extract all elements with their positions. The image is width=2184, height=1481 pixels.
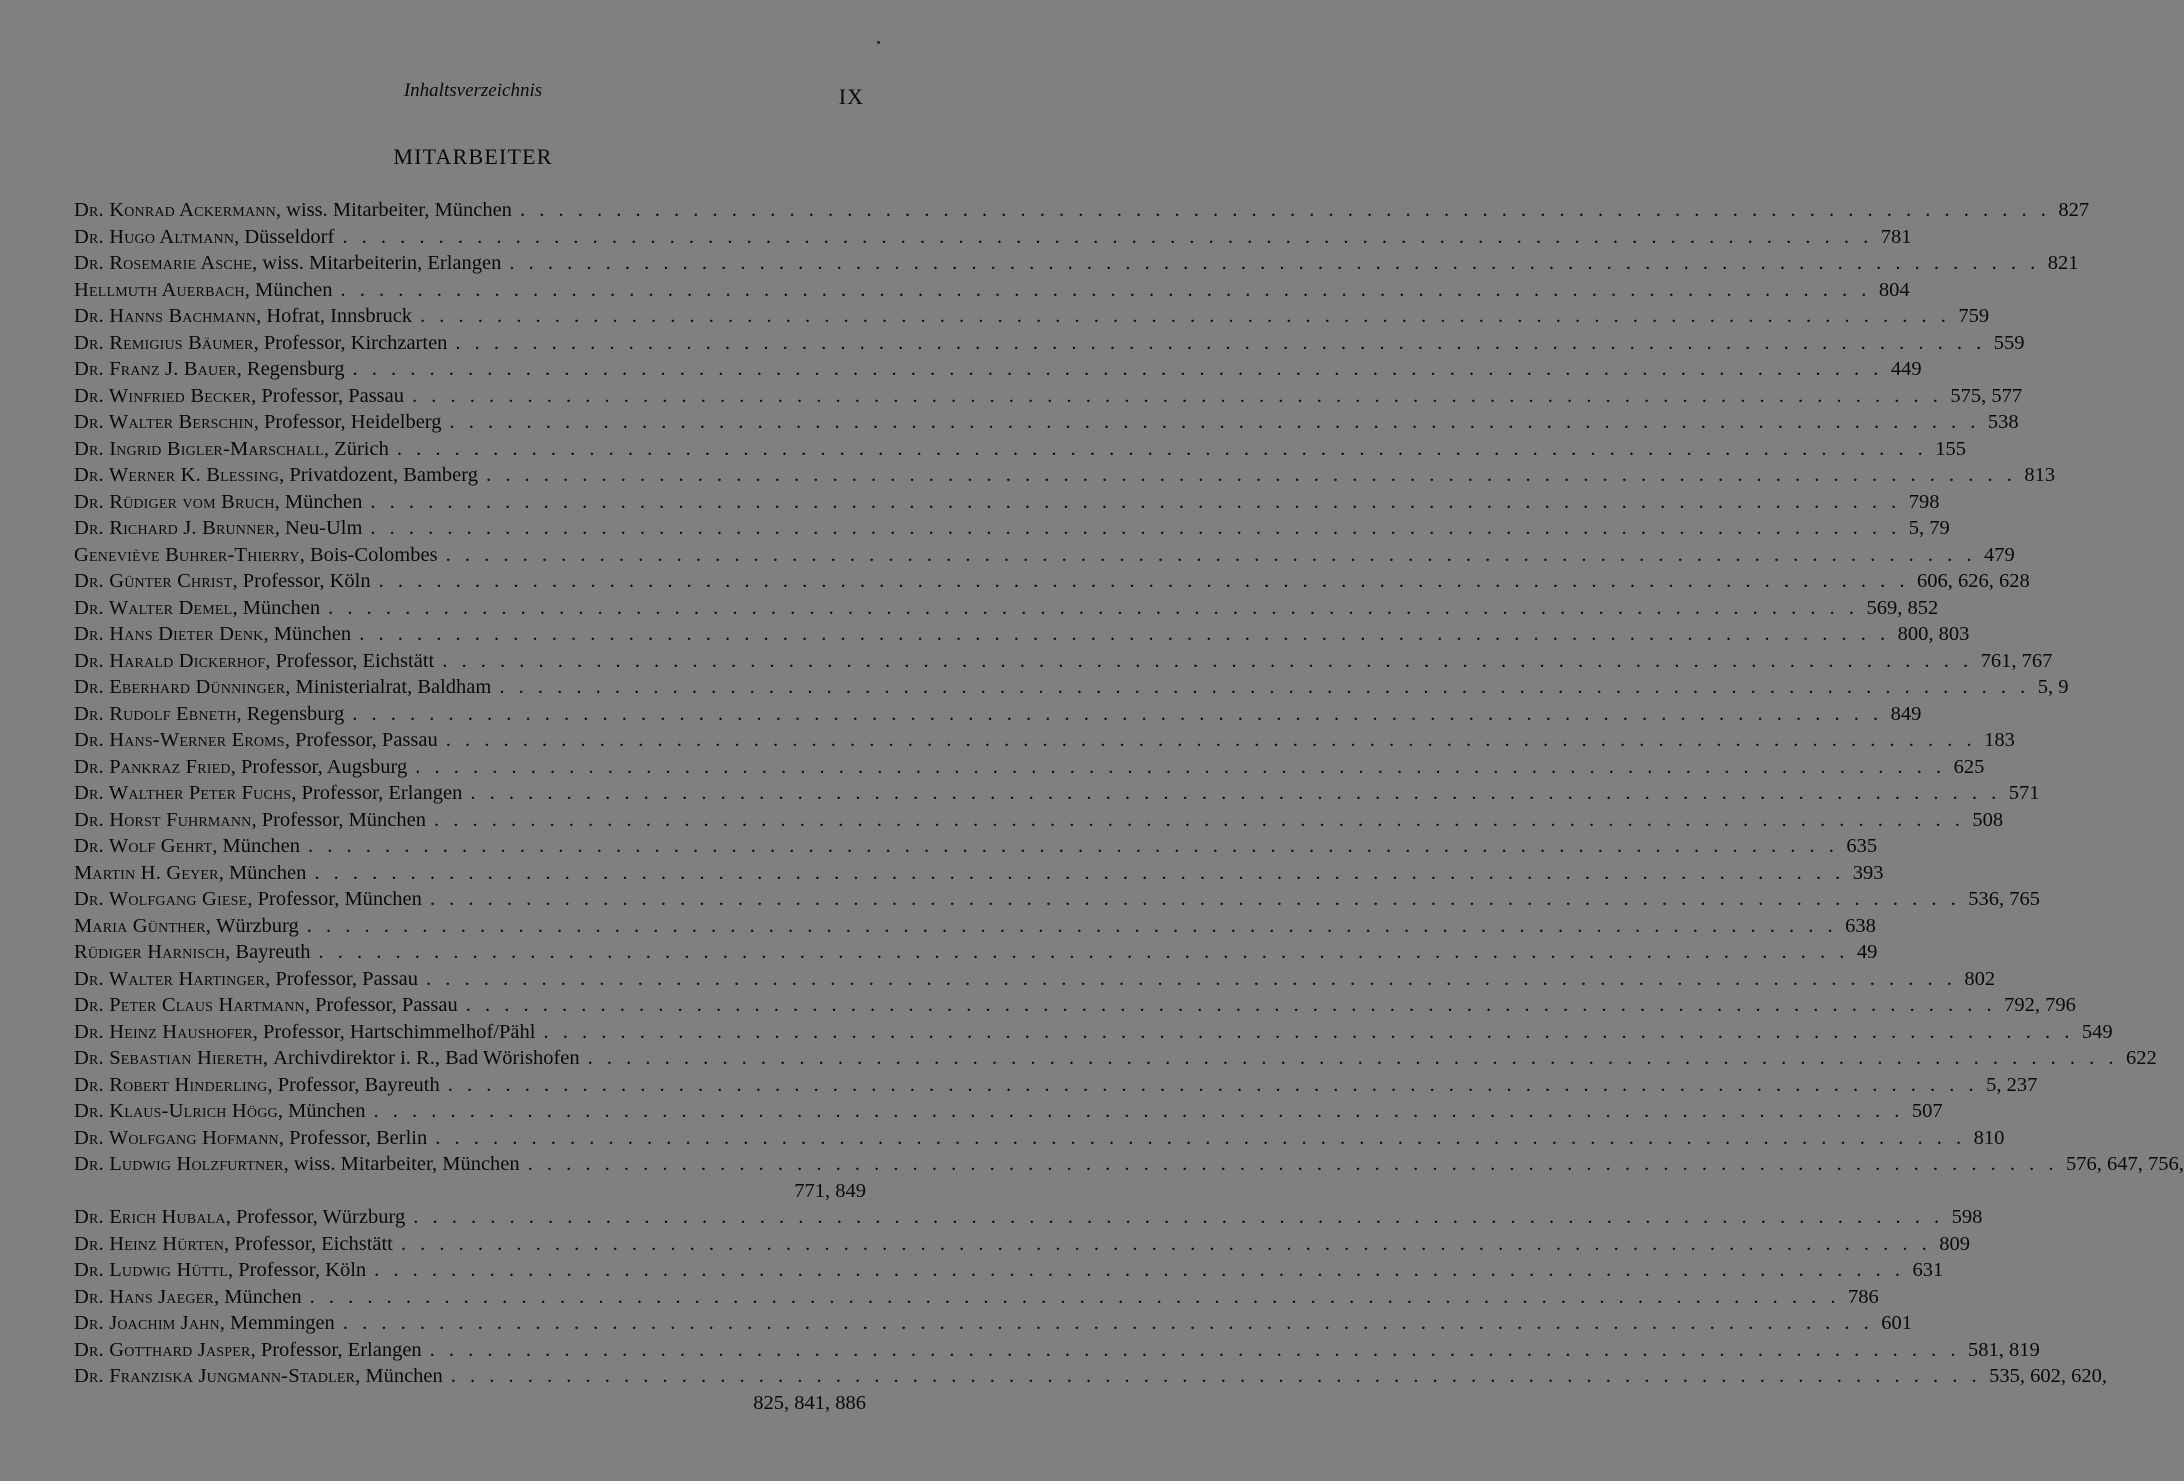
page-references: 507 <box>1911 1100 1943 1122</box>
contributor-list <box>74 197 2184 1416</box>
comma-separator: , <box>256 305 267 327</box>
contributor-entry <box>74 1045 2157 1072</box>
page-references: 576, 647, 756, <box>2066 1153 2184 1175</box>
page-references: 635 <box>1846 835 1878 857</box>
contributor-name: Dr. Hans Jaeger <box>74 1285 214 1308</box>
page-references: 606, 626, 628 <box>1917 570 2030 592</box>
contributor-name: Dr. Rudolf Ebneth <box>74 702 237 725</box>
dot-leader: . . . . . . . . . . . . . . . . . . . . . . . . . . . . . . . . . . . . . . . . . . . . . . . . . . . . . . . . . . . . . . . . . . . . . . . . . . . . . . . . <box>543 1020 2074 1043</box>
contributor-name: Dr. Walter Demel <box>74 596 233 619</box>
contributor-entry <box>74 1098 1943 1125</box>
contributor-entry <box>74 1310 1912 1337</box>
comma-separator: , <box>225 941 236 963</box>
contributor-info: Regensburg <box>246 702 345 725</box>
contributor-name: Dr. Richard J. Brunner <box>74 517 275 539</box>
comma-separator: , <box>213 1285 225 1308</box>
contributor-info: Professor, Passau <box>275 967 418 990</box>
page-references: 601 <box>1881 1312 1912 1334</box>
contributor-info: München <box>284 490 363 513</box>
dot-leader: . . . . . . . . . . . . . . . . . . . . . . . . . . . . . . . . . . . . . . . . . . . . . . . . . . . . . . . . . . . . . . . . . . . . . . . . . . . . . . . . <box>429 1338 1961 1361</box>
page-references: 625 <box>1953 755 1985 778</box>
contributor-name: Dr. Walter Hartinger <box>74 967 266 990</box>
contributor-info: Düsseldorf <box>244 225 335 248</box>
contributor-name: Dr. Erich Hubala <box>74 1206 226 1228</box>
comma-separator: , <box>278 1126 290 1149</box>
contributor-info: Neu-Ulm <box>284 517 363 539</box>
comma-separator: , <box>252 1020 263 1043</box>
dot-leader: . . . . . . . . . . . . . . . . . . . . . . . . . . . . . . . . . . . . . . . . . . . . . . . . . . . . . . . . . . . . . . . . . . . . . . . . . . . . . . . . <box>370 490 1901 513</box>
contributor-entry <box>74 1204 1983 1231</box>
contributor-entry <box>74 860 1884 887</box>
contributor-entry <box>74 1125 2005 1152</box>
page-references: 821 <box>2047 252 2079 274</box>
page-references: 5, 9 <box>2037 676 2069 698</box>
page-references: 638 <box>1845 914 1876 937</box>
dot-leader: . . . . . . . . . . . . . . . . . . . . . . . . . . . . . . . . . . . . . . . . . . . . . . . . . . . . . . . . . . . . . . . . . . . . . . . . . . . . . . . . <box>370 517 1901 539</box>
contributor-entry <box>74 1019 2113 1046</box>
contributor-name: Dr. Rüdiger vom Bruch <box>74 490 275 513</box>
comma-separator: , <box>251 808 262 831</box>
dot-leader: . . . . . . . . . . . . . . . . . . . . . . . . . . . . . . . . . . . . . . . . . . . . . . . . . . . . . . . . . . . . . . . . . . . . . . . . . . . . . . . . <box>442 649 1973 672</box>
page-references: 155 <box>1935 437 1966 460</box>
contributor-info: wiss. Mitarbeiterin, Erlangen <box>262 252 502 274</box>
contributor-name: Dr. Horst Fuhrmann <box>74 808 252 831</box>
comma-separator: , <box>265 649 276 672</box>
page-references: 802 <box>1964 967 1996 990</box>
dot-leader: . . . . . . . . . . . . . . . . . . . . . . . . . . . . . . . . . . . . . . . . . . . . . . . . . . . . . . . . . . . . . . . . . . . . . . . . . . . . . . . . <box>342 1312 1874 1334</box>
comma-separator: , <box>274 490 285 513</box>
dot-leader: . . . . . . . . . . . . . . . . . . . . . . . . . . . . . . . . . . . . . . . . . . . . . . . . . . . . . . . . . . . . . . . . . . . . . . . . . . . . . . . . <box>429 888 1961 910</box>
contributor-name: Dr. Walter Berschin <box>74 411 254 433</box>
page-references: 536, 765 <box>1968 888 2041 910</box>
dot-leader: . . . . . . . . . . . . . . . . . . . . . . . . . . . . . . . . . . . . . . . . . . . . . . . . . . . . . . . . . . . . . . . . . . . . . . . . . . . . . . . . <box>435 1126 1966 1149</box>
contributor-info: Privatdozent, Bamberg <box>289 464 478 486</box>
contributor-name: Dr. Remigius Bäumer <box>74 331 254 354</box>
dot-leader: . . . . . . . . . . . . . . . . . . . . . . . . . . . . . . . . . . . . . . . . . . . . . . . . . . . . . . . . . . . . . . . . . . . . . . . . . . . . . . . . <box>450 1365 1982 1387</box>
contributor-name: Dr. Ludwig Holzfurtner <box>74 1153 284 1175</box>
contributor-entry <box>74 754 1985 781</box>
contributor-name: Martin H. Geyer <box>74 861 219 884</box>
contributor-entry <box>74 1363 2108 1390</box>
contributor-entry <box>74 277 1910 304</box>
page-references: 393 <box>1852 861 1884 884</box>
page-references-continued: 825, 841, 886 <box>753 1391 866 1414</box>
contributor-info: wiss. Mitarbeiter, München <box>286 199 512 221</box>
contributor-info: Ministerialrat, Baldham <box>295 676 492 698</box>
contributor-entry <box>74 648 2053 675</box>
contributor-info: München <box>273 623 352 645</box>
dot-leader: . . . . . . . . . . . . . . . . . . . . . . . . . . . . . . . . . . . . . . . . . . . . . . . . . . . . . . . . . . . . . . . . . . . . . . . . . . . . . . . . <box>306 914 1838 937</box>
contributor-entry <box>74 727 2015 754</box>
comma-separator: , <box>355 1365 366 1387</box>
contributor-info: wiss. Mitarbeiter, München <box>293 1153 520 1175</box>
dot-leader: . . . . . . . . . . . . . . . . . . . . . . . . . . . . . . . . . . . . . . . . . . . . . . . . . . . . . . . . . . . . . . . . . . . . . . . . . . . . . . . . <box>374 1259 1905 1281</box>
contributor-info: Archivdirektor i. R., Bad Wörishofen <box>273 1047 580 1069</box>
comma-separator: , <box>228 1259 239 1281</box>
contributor-entry <box>74 197 2090 224</box>
contributor-info: München <box>222 835 300 857</box>
dot-leader: . . . . . . . . . . . . . . . . . . . . . . . . . . . . . . . . . . . . . . . . . . . . . . . . . . . . . . . . . . . . . . . . . . . . . . . . . . . . . . . . <box>373 1100 1904 1122</box>
page-references: 575, 577 <box>1950 384 2023 407</box>
comma-separator: , <box>283 1153 294 1175</box>
contributor-info: Professor, Erlangen <box>260 1338 422 1361</box>
comma-separator: , <box>205 914 217 937</box>
dot-leader: . . . . . . . . . . . . . . . . . . . . . . . . . . . . . . . . . . . . . . . . . . . . . . . . . . . . . . . . . . . . . . . . . . . . . . . . . . . . . . . . <box>449 411 1980 433</box>
comma-separator: , <box>323 437 335 460</box>
contributor-info: Professor, Eichstätt <box>275 649 435 672</box>
running-header: Inhaltsverzeichnis <box>403 80 543 101</box>
comma-separator: , <box>224 1232 235 1255</box>
contributor-entry <box>74 542 2015 569</box>
contributor-name: Dr. Joachim Jahn <box>74 1312 220 1334</box>
dot-leader: . . . . . . . . . . . . . . . . . . . . . . . . . . . . . . . . . . . . . . . . . . . . . . . . . . . . . . . . . . . . . . . . . . . . . . . . . . . . . . . . <box>328 596 1859 619</box>
contributor-info: Professor, Hartschimmelhof/Pähl <box>262 1020 536 1043</box>
dot-leader: . . . . . . . . . . . . . . . . . . . . . . . . . . . . . . . . . . . . . . . . . . . . . . . . . . . . . . . . . . . . . . . . . . . . . . . . . . . . . . . . <box>509 252 2040 274</box>
contributor-name: Maria Günther <box>74 914 206 937</box>
comma-separator: , <box>253 331 264 354</box>
contributor-info: Zürich <box>334 437 389 460</box>
contributor-name: Dr. Robert Hinderling <box>74 1073 268 1096</box>
contributor-entry <box>74 250 2079 277</box>
contributor-info: Professor, Passau <box>295 729 438 751</box>
contributor-info: München <box>242 596 321 619</box>
dot-leader: . . . . . . . . . . . . . . . . . . . . . . . . . . . . . . . . . . . . . . . . . . . . . . . . . . . . . . . . . . . . . . . . . . . . . . . . . . . . . . . . <box>470 782 2001 804</box>
page-references: 810 <box>1973 1126 2005 1149</box>
comma-separator: , <box>277 1100 289 1122</box>
comma-separator: , <box>275 199 287 221</box>
section-title: MITARBEITER <box>393 144 553 169</box>
contributor-name: Dr. Hanns Bachmann <box>74 305 257 327</box>
contributor-name: Rüdiger Harnisch <box>74 941 226 963</box>
contributor-entry <box>74 1151 2184 1178</box>
contributor-name: Dr. Gotthard Jasper <box>74 1338 251 1361</box>
contributor-entry <box>74 356 1922 383</box>
dot-leader: . . . . . . . . . . . . . . . . . . . . . . . . . . . . . . . . . . . . . . . . . . . . . . . . . . . . . . . . . . . . . . . . . . . . . . . . . . . . . . . . <box>342 225 1873 248</box>
contributor-name: Dr. Harald Dickerhof <box>74 649 266 672</box>
dot-leader: . . . . . . . . . . . . . . . . . . . . . . . . . . . . . . . . . . . . . . . . . . . . . . . . . . . . . . . . . . . . . . . . . . . . . . . . . . . . . . . . <box>314 861 1845 884</box>
dot-leader: . . . . . . . . . . . . . . . . . . . . . . . . . . . . . . . . . . . . . . . . . . . . . . . . . . . . . . . . . . . . . . . . . . . . . . . . . . . . . . . . <box>434 808 1965 831</box>
comma-separator: , <box>218 861 229 884</box>
comma-separator: , <box>274 517 285 539</box>
contributor-name: Dr. Wolfgang Giese <box>74 888 248 910</box>
contributor-info: Regensburg <box>246 358 345 380</box>
contributor-name: Dr. Winfried Becker <box>74 384 252 407</box>
contributor-name: Dr. Werner K. Blessing <box>74 464 280 486</box>
contributor-info: Professor, Heidelberg <box>263 411 442 433</box>
contributor-name: Hellmuth Auerbach <box>74 278 245 301</box>
contributor-info: München <box>288 1100 366 1122</box>
dot-leader: . . . . . . . . . . . . . . . . . . . . . . . . . . . . . . . . . . . . . . . . . . . . . . . . . . . . . . . . . . . . . . . . . . . . . . . . . . . . . . . . <box>307 835 1839 857</box>
dot-leader: . . . . . . . . . . . . . . . . . . . . . . . . . . . . . . . . . . . . . . . . . . . . . . . . . . . . . . . . . . . . . . . . . . . . . . . . . . . . . . . . <box>587 1047 2119 1069</box>
comma-separator: , <box>291 782 302 804</box>
contributor-info: Professor, München <box>257 888 422 910</box>
comma-separator: , <box>244 278 256 301</box>
contributor-name: Dr. Peter Claus Hartmann <box>74 994 305 1016</box>
page-references: 813 <box>2024 464 2056 486</box>
dot-leader: . . . . . . . . . . . . . . . . . . . . . . . . . . . . . . . . . . . . . . . . . . . . . . . . . . . . . . . . . . . . . . . . . . . . . . . . . . . . . . . . <box>396 437 1928 460</box>
comma-separator: , <box>285 676 296 698</box>
dot-leader: . . . . . . . . . . . . . . . . . . . . . . . . . . . . . . . . . . . . . . . . . . . . . . . . . . . . . . . . . . . . . . . . . . . . . . . . . . . . . . . . <box>499 676 2030 698</box>
contributor-entry <box>74 1072 2038 1099</box>
page-references: 449 <box>1890 358 1922 380</box>
contributor-info: Professor, Passau <box>261 384 405 407</box>
contributor-name: Dr. Rosemarie Asche <box>74 252 253 274</box>
contributor-name: Dr. Heinz Haushofer <box>74 1020 253 1043</box>
comma-separator: , <box>212 835 223 857</box>
contributor-entry <box>74 701 1922 728</box>
page-references: 827 <box>2058 199 2090 221</box>
contributor-entry <box>74 674 2069 701</box>
page-references: 631 <box>1912 1259 1944 1281</box>
contributor-info: Bois-Colombes <box>310 543 438 566</box>
page-references: 5, 79 <box>1908 517 1950 539</box>
contributor-entry <box>74 1257 1944 1284</box>
page-references: 571 <box>2008 782 2040 804</box>
dot-leader: . . . . . . . . . . . . . . . . . . . . . . . . . . . . . . . . . . . . . . . . . . . . . . . . . . . . . . . . . . . . . . . . . . . . . . . . . . . . . . . . <box>420 305 1951 327</box>
contributor-info: Professor, Kirchzarten <box>263 331 448 354</box>
page-references: 183 <box>1984 729 2015 751</box>
contributor-entry <box>74 780 2040 807</box>
page-references: 559 <box>1993 331 2025 354</box>
contributor-entry <box>74 462 2056 489</box>
comma-separator: , <box>267 1073 278 1096</box>
dot-leader: . . . . . . . . . . . . . . . . . . . . . . . . . . . . . . . . . . . . . . . . . . . . . . . . . . . . . . . . . . . . . . . . . . . . . . . . . . . . . . . . <box>519 199 2051 221</box>
comma-separator: , <box>265 967 276 990</box>
dot-leader: . . . . . . . . . . . . . . . . . . . . . . . . . . . . . . . . . . . . . . . . . . . . . . . . . . . . . . . . . . . . . . . . . . . . . . . . . . . . . . . . <box>445 543 1976 566</box>
comma-separator: , <box>232 570 243 592</box>
contributor-name: Dr. Hugo Altmann <box>74 225 235 248</box>
comma-separator: , <box>236 702 247 725</box>
comma-separator: , <box>284 729 296 751</box>
page-references: 792, 796 <box>2004 994 2076 1016</box>
dot-leader: . . . . . . . . . . . . . . . . . . . . . . . . . . . . . . . . . . . . . . . . . . . . . . . . . . . . . . . . . . . . . . . . . . . . . . . . . . . . . . . . <box>400 1232 1932 1255</box>
contributor-info: Bayreuth <box>235 941 311 963</box>
contributor-info: München <box>255 278 333 301</box>
comma-separator: , <box>252 252 263 274</box>
contributor-name: Dr. Pankraz Fried <box>74 755 231 778</box>
page-number: IX <box>838 84 864 109</box>
contributor-name: Dr. Ludwig Hüttl <box>74 1259 229 1281</box>
page-references: 786 <box>1848 1285 1879 1308</box>
contributor-info: Professor, Berlin <box>289 1126 428 1149</box>
contributor-name: Dr. Eberhard Dünninger <box>74 676 286 698</box>
page-references: 5, 237 <box>1986 1073 2038 1096</box>
contributor-name: Dr. Franz J. Bauer <box>74 358 237 380</box>
dot-leader: . . . . . . . . . . . . . . . . . . . . . . . . . . . . . . . . . . . . . . . . . . . . . . . . . . . . . . . . . . . . . . . . . . . . . . . . . . . . . . . . <box>318 941 1849 963</box>
contributor-entry <box>74 833 1878 860</box>
page-references: 622 <box>2126 1047 2157 1069</box>
comma-separator: , <box>247 888 258 910</box>
contributor-name: Dr. Sebastian Hiereth <box>74 1047 263 1069</box>
page-references: 549 <box>2081 1020 2113 1043</box>
contributor-info: München <box>224 1285 302 1308</box>
contributor-info: Memmingen <box>230 1312 335 1334</box>
dot-leader: . . . . . . . . . . . . . . . . . . . . . . . . . . . . . . . . . . . . . . . . . . . . . . . . . . . . . . . . . . . . . . . . . . . . . . . . . . . . . . . . <box>445 729 1977 751</box>
dot-leader: . . . . . . . . . . . . . . . . . . . . . . . . . . . . . . . . . . . . . . . . . . . . . . . . . . . . . . . . . . . . . . . . . . . . . . . . . . . . . . . . <box>447 1073 1979 1096</box>
contributor-name: Dr. Ingrid Bigler-Marschall <box>74 437 324 460</box>
contributor-entry <box>74 330 2025 357</box>
page-references: 508 <box>1972 808 2004 831</box>
dot-leader: . . . . . . . . . . . . . . . . . . . . . . . . . . . . . . . . . . . . . . . . . . . . . . . . . . . . . . . . . . . . . . . . . . . . . . . . . . . . . . . . <box>425 967 1957 990</box>
dot-leader: . . . . . . . . . . . . . . . . . . . . . . . . . . . . . . . . . . . . . . . . . . . . . . . . . . . . . . . . . . . . . . . . . . . . . . . . . . . . . . . . <box>340 278 1871 301</box>
dot-leader: . . . . . . . . . . . . . . . . . . . . . . . . . . . . . . . . . . . . . . . . . . . . . . . . . . . . . . . . . . . . . . . . . . . . . . . . . . . . . . . . <box>413 1206 1944 1228</box>
page-references: 781 <box>1880 225 1912 248</box>
comma-separator: , <box>299 543 310 566</box>
page-references: 569, 852 <box>1866 596 1939 619</box>
contributor-info: Professor, München <box>261 808 426 831</box>
contributor-name: Dr. Heinz Hürten <box>74 1232 225 1255</box>
contributor-info: Professor, Würzburg <box>235 1206 406 1228</box>
comma-separator: , <box>219 1312 231 1334</box>
comma-separator: , <box>263 623 274 645</box>
page-references: 800, 803 <box>1897 623 1970 645</box>
comma-separator: , <box>262 1047 274 1069</box>
page-references: 581, 819 <box>1968 1338 2040 1361</box>
contributor-entry <box>74 303 1990 330</box>
contributor-entry <box>74 383 2023 410</box>
page-references: 809 <box>1939 1232 1971 1255</box>
contributor-name: Dr. Klaus-Ulrich Högg <box>74 1100 278 1122</box>
contributor-entry <box>74 595 1939 622</box>
contributor-entry <box>74 224 1912 251</box>
dot-leader: . . . . . . . . . . . . . . . . . . . . . . . . . . . . . . . . . . . . . . . . . . . . . . . . . . . . . . . . . . . . . . . . . . . . . . . . . . . . . . . . <box>455 331 1986 354</box>
dot-leader: . . . . . . . . . . . . . . . . . . . . . . . . . . . . . . . . . . . . . . . . . . . . . . . . . . . . . . . . . . . . . . . . . . . . . . . . . . . . . . . . <box>412 384 1943 407</box>
dot-leader: . . . . . . . . . . . . . . . . . . . . . . . . . . . . . . . . . . . . . . . . . . . . . . . . . . . . . . . . . . . . . . . . . . . . . . . . . . . . . . . . <box>352 702 1883 725</box>
contributor-name: Dr. Wolf Gehrt <box>74 835 213 857</box>
dot-leader: . . . . . . . . . . . . . . . . . . . . . . . . . . . . . . . . . . . . . . . . . . . . . . . . . . . . . . . . . . . . . . . . . . . . . . . . . . . . . . . . <box>527 1153 2059 1175</box>
contributor-info: Hofrat, Innsbruck <box>266 305 413 327</box>
comma-separator: , <box>234 225 245 248</box>
contributor-entry <box>74 436 1966 463</box>
contributor-entry <box>74 913 1876 940</box>
contributor-info: Professor, Eichstätt <box>234 1232 393 1255</box>
page-references: 798 <box>1908 490 1940 513</box>
print-speck <box>877 41 880 44</box>
contributor-entry <box>74 515 1950 542</box>
contributor-entry <box>74 886 2041 913</box>
contributor-entry <box>74 1284 1879 1311</box>
contributor-name: Dr. Günter Christ <box>74 570 233 592</box>
page-references-continued: 771, 849 <box>794 1179 866 1202</box>
contributor-info: München <box>365 1365 443 1387</box>
page-references: 598 <box>1951 1206 1983 1228</box>
contributor-entry <box>74 966 1996 993</box>
contributor-name: Dr. Wolfgang Hofmann <box>74 1126 279 1149</box>
dot-leader: . . . . . . . . . . . . . . . . . . . . . . . . . . . . . . . . . . . . . . . . . . . . . . . . . . . . . . . . . . . . . . . . . . . . . . . . . . . . . . . . <box>465 994 1997 1016</box>
comma-separator: , <box>232 596 243 619</box>
page-references: 479 <box>1983 543 2015 566</box>
page-references: 535, 602, 620, <box>1989 1365 2108 1387</box>
page-references: 849 <box>1890 702 1922 725</box>
contributor-entry <box>74 1337 2040 1364</box>
page-references: 804 <box>1878 278 1910 301</box>
contributor-info: Professor, Passau <box>315 994 458 1016</box>
comma-separator: , <box>230 755 241 778</box>
dot-leader: . . . . . . . . . . . . . . . . . . . . . . . . . . . . . . . . . . . . . . . . . . . . . . . . . . . . . . . . . . . . . . . . . . . . . . . . . . . . . . . . <box>485 464 2017 486</box>
contributor-name: Dr. Walther Peter Fuchs <box>74 782 292 804</box>
contributor-entry <box>74 939 1878 966</box>
contributor-entry <box>74 807 2004 834</box>
contributor-name: Dr. Hans Dieter Denk <box>74 623 264 645</box>
contributor-entry <box>74 992 2076 1019</box>
contributor-info: Professor, Erlangen <box>301 782 463 804</box>
comma-separator: , <box>250 1338 261 1361</box>
dot-leader: . . . . . . . . . . . . . . . . . . . . . . . . . . . . . . . . . . . . . . . . . . . . . . . . . . . . . . . . . . . . . . . . . . . . . . . . . . . . . . . . <box>415 755 1946 778</box>
comma-separator: , <box>236 358 247 380</box>
comma-separator: , <box>225 1206 236 1228</box>
contributor-info: Professor, Köln <box>242 570 371 592</box>
contributor-info: Professor, Bayreuth <box>277 1073 440 1096</box>
comma-separator: , <box>251 384 262 407</box>
contributor-name: Dr. Hans-Werner Eroms <box>74 729 285 751</box>
contributor-info: Professor, Köln <box>238 1259 367 1281</box>
page-references: 761, 767 <box>1980 649 2053 672</box>
contributor-entry <box>74 489 1940 516</box>
comma-separator: , <box>279 464 290 486</box>
page-references: 759 <box>1958 305 1990 327</box>
contributor-entry <box>74 621 1970 648</box>
dot-leader: . . . . . . . . . . . . . . . . . . . . . . . . . . . . . . . . . . . . . . . . . . . . . . . . . . . . . . . . . . . . . . . . . . . . . . . . . . . . . . . . <box>352 358 1883 380</box>
page-references: 538 <box>1987 411 2019 433</box>
contributor-info: Professor, Augsburg <box>240 755 408 778</box>
contributor-name: Dr. Franziska Jungmann-Stadler <box>74 1365 356 1387</box>
contributor-info: München <box>228 861 307 884</box>
dot-leader: . . . . . . . . . . . . . . . . . . . . . . . . . . . . . . . . . . . . . . . . . . . . . . . . . . . . . . . . . . . . . . . . . . . . . . . . . . . . . . . . <box>359 623 1890 645</box>
comma-separator: , <box>304 994 316 1016</box>
page-references: 49 <box>1856 941 1878 963</box>
contributor-entry <box>74 1231 1971 1258</box>
dot-leader: . . . . . . . . . . . . . . . . . . . . . . . . . . . . . . . . . . . . . . . . . . . . . . . . . . . . . . . . . . . . . . . . . . . . . . . . . . . . . . . . <box>378 570 1910 592</box>
contributor-info: Würzburg <box>216 914 299 937</box>
dot-leader: . . . . . . . . . . . . . . . . . . . . . . . . . . . . . . . . . . . . . . . . . . . . . . . . . . . . . . . . . . . . . . . . . . . . . . . . . . . . . . . . <box>309 1285 1841 1308</box>
contributor-entry <box>74 568 2030 595</box>
contributor-entry <box>74 409 2019 436</box>
contributor-name: Geneviève Buhrer-Thierry <box>74 543 300 566</box>
contributor-name: Dr. Konrad Ackermann <box>74 199 276 221</box>
comma-separator: , <box>253 411 264 433</box>
